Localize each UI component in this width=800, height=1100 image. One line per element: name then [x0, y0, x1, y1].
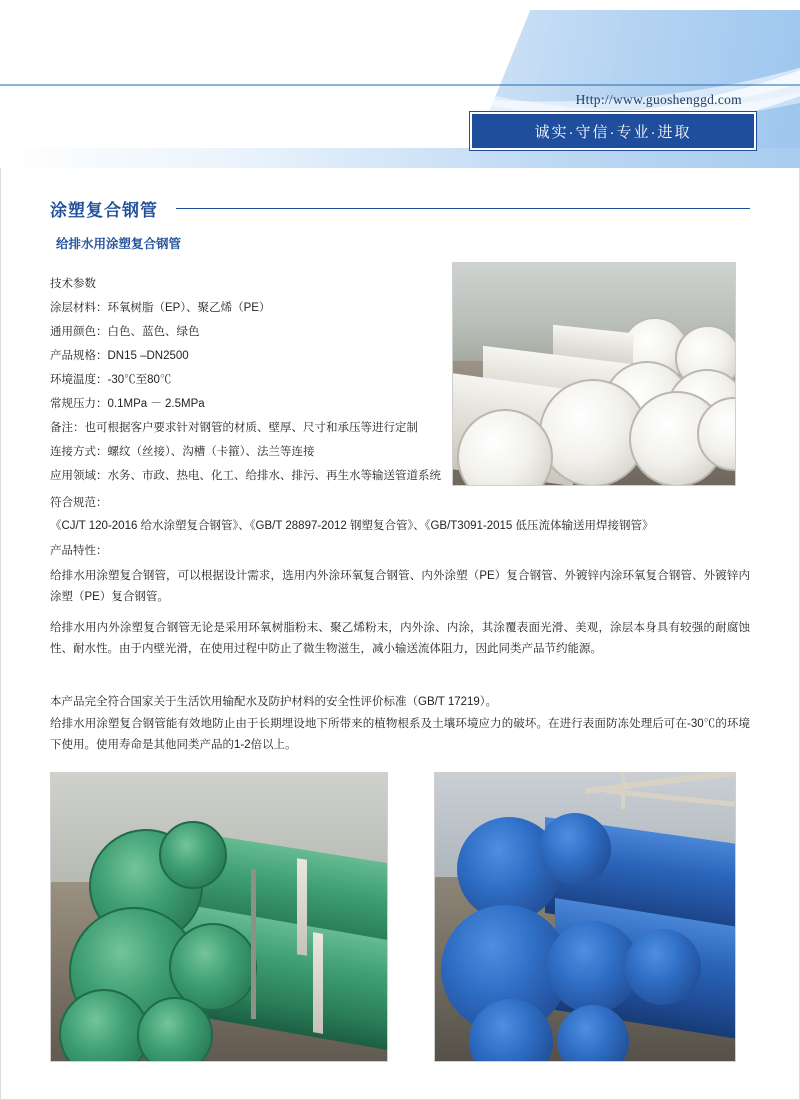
product-photo-blue-pipes [434, 772, 736, 1062]
feature-paragraph-4: 给排水用涂塑复合钢管能有效地防止由于长期埋设地下所带来的植物根系及土壤环境应力的破坏。在进行表面防冻处理后可在-30℃的环境下使用。使用寿命是其他同类产品的1-2倍以上。 [50, 718, 750, 751]
spec-line-size-range: 产品规格：DN15 –DN2500 [50, 350, 189, 362]
standards-label: 符合规范： [50, 497, 108, 509]
photo-scene-blue [435, 773, 735, 1061]
features-label: 产品特性： [50, 545, 108, 557]
green-pipe-band-2 [313, 932, 323, 1034]
technical-parameters-block [50, 272, 450, 488]
green-photo-pole [251, 869, 256, 1019]
spec-line-remark: 备注：也可根据客户要求针对钢管的材质、壁厚、尺寸和承压等进行定制 [50, 422, 418, 434]
spec-line-connection: 连接方式：螺纹（丝接）、沟槽（卡箍）、法兰等连接 [50, 446, 315, 458]
page-header [0, 0, 800, 168]
product-photo-white-pipes [452, 262, 736, 486]
green-pipe-face-4 [159, 821, 227, 889]
header-bottom-strip [0, 148, 800, 168]
feature-paragraph-3: 本产品完全符合国家关于生活饮用输配水及防护材料的安全性评价标准（GB/T 17219）。 [50, 696, 498, 708]
spec-line-colors: 通用颜色：白色、蓝色、绿色 [50, 326, 200, 338]
header-blue-rule [0, 84, 800, 86]
crane-mast [621, 773, 625, 809]
page-subtitle: 给排水用涂塑复合钢管 [56, 237, 182, 251]
slogan-text: 诚实·守信·专业·进取 [534, 123, 692, 141]
feature-paragraph-2: 给排水用内外涂塑复合钢管无论是采用环氧树脂粉末、聚乙烯粉末，内外涂、内涂，其涂覆表面光滑、美观，涂层本身具有较强的耐腐蚀性、耐水性。由于内壁光滑，在使用过程中防止了微生物滋生，减小输送流体阻力，因此同类产品节约能源。 [50, 622, 750, 655]
spec-line-temperature: 环境温度：-30℃至80℃ [50, 374, 172, 386]
spec-line-coating-material: 涂层材料：环氧树脂（EP）、聚乙烯（PE） [50, 302, 271, 314]
page-title: 涂塑复合钢管 [50, 201, 158, 220]
header-top-white-strip [0, 0, 800, 10]
standards-text: 《CJ/T 120-2016 给水涂塑复合钢管》、《GB/T 28897-2012 钢塑复合管》、《GB/T3091-2015 低压流体输送用焊接钢管》 [50, 520, 654, 532]
feature-paragraph-1: 给排水用涂塑复合钢管，可以根据设计需求，选用内外涂环氧复合钢管、内外涂塑（PE）复合钢管、外镀锌内涂环氧复合钢管、外镀锌内涂塑（PE）复合钢管。 [50, 570, 750, 603]
photo-scene-green [51, 773, 387, 1061]
spec-heading: 技术参数 [50, 278, 96, 290]
company-website-url[interactable]: Http://www.guoshenggd.com [575, 92, 742, 107]
green-pipe-band-1 [297, 858, 307, 956]
slogan-banner [470, 112, 756, 150]
title-divider-rule [176, 208, 750, 209]
blue-pipe-face-2 [539, 813, 611, 885]
blue-pipe-face-5 [625, 929, 701, 1005]
spec-line-pressure: 常规压力：0.1MPa － 2.5MPa [50, 398, 205, 410]
product-photo-green-pipes [50, 772, 388, 1062]
photo-scene-white [453, 263, 735, 485]
section-title-row [50, 196, 750, 221]
spec-line-applications: 应用领域：水务、市政、热电、化工、给排水、排污、再生水等输送管道系统 [50, 470, 441, 482]
